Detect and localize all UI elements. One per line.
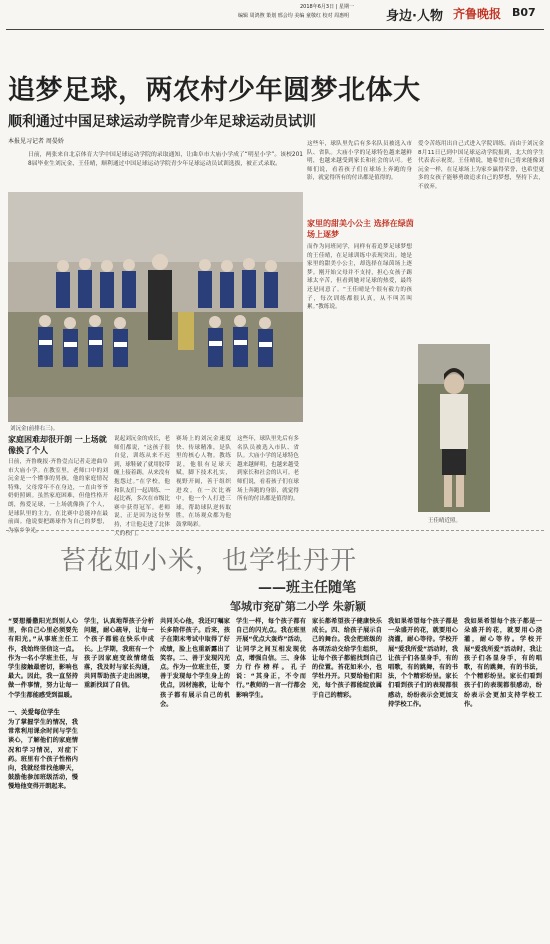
article2-col8: 我如果希望每个孩子都是一朵盛开的花，就要用心浇灌，耐心等待。学校开展“爱我所爱”活动时，我让孩子们各显身手，有的唱歌，有的跳舞，有的书法，个个精彩纷呈。家长们看到孩子们的表现都很感动，纷纷表示会更加支持学校工作。	[464, 618, 542, 708]
article2-col4: 共同关心他，我还叮嘱家长多陪伴孩子。后来，孩子在期末考试中取得了好成绩，脸上也重新露出了笑容。二、善于发现闪光点。作为一位班主任，要善于发现每个学生身上的优点，因材施教，让每个孩子都有展示自己的机会。	[160, 618, 230, 708]
article1-lede: 日前，两张来自北京体育大学中国足球运动学院的录取通知，让曲阜市大庙小学成了“明星小学”。该校2018届毕业生刘沅金、王佳晴，顺利通过中国足球运动学院青少年足球运动员试训选拔，被正式录取。	[28, 152, 303, 167]
byline: 本报见习记者 周晏娇	[8, 138, 64, 145]
section-title: 身边·人物	[386, 9, 443, 24]
article2-author: 邹城市兖矿第二小学 朱新颖	[230, 600, 366, 613]
article2-col3: 学生，认真地帮孩子分析问题，耐心疏导，让每一个孩子都能在快乐中成长。上学期，我班有一个孩子因家庭变故情绪低落，我及时与家长沟通，共同帮助孩子走出困境，重新找回了自信。	[84, 618, 154, 690]
issue-date: 2018年6月3日 | 星期一	[300, 4, 354, 10]
article1-col1: 日前，齐鲁晚报·齐鲁壹点记者走进曲阜市大庙小学。在教室里，老师口中的刘沅金是一个懂事的男孩，他的家庭情况特殊，父母常年不在身边，一直由爷爷奶奶照顾。虽然家庭困难，但他性格开朗，热爱足球，一上场就像换了个人，是球队里的主力，在比赛中总能冲在最前面。他说要把踢球作为自己的梦想，为家乡争光。	[8, 459, 108, 534]
article1-col6: 爱令苦练用出自己式进入学院训练。而由于刘沅金8月11日已到中国足球运动学院报到，北大的学生代表表示祝贺。王佳晴说，她希望自己将来能像刘沅金一样，在足球场上为家乡赢得荣誉，也希望更多的女孩子能够勇敢追求自己的梦想，坚持下去，不放弃。	[418, 141, 544, 190]
article1-headline: 追梦足球，两农村少年圆梦北体大	[8, 75, 421, 106]
article1-col3: 赛场上的刘沅金速度快、传球精准，是队里的核心人物。教练说，他很有足球天赋，脚下技术扎实，视野开阔，善于组织进攻。在一次比赛中，他一个人打进三球，帮助球队逆转取胜，在场观众都为他鼓掌喝彩。	[176, 436, 231, 528]
subhead-family: 家庭困难却很开朗 一上场就像换了个人	[8, 435, 107, 455]
article2-headline: 苔花如小米，也学牡丹开	[60, 546, 358, 576]
newspaper-logo: 齐鲁晚报	[453, 7, 502, 21]
girl-photo-image	[418, 344, 490, 512]
article2-col2: 为了掌握学生的情况，我常常利用课余时间与学生谈心，了解他们的家庭情况和学习情况，对症下药。班里有个孩子性格内向，我就经常找他聊天，鼓励他参加班级活动，慢慢地他变得开朗起来。	[8, 719, 78, 791]
article2-col1: “要想播撒阳光到别人心里，你自己心里必须要先有阳光。”从事班主任工作，我始终坚信这一点。作为一名小学班主任，与学生接触最密切，影响也最大。因此，我一直坚持做一件事情，努力让每一个学生都能感受到温暖。	[8, 618, 78, 699]
article2-subtitle: ——班主任随笔	[258, 580, 356, 596]
article1-col4: 这些年，球队里先后有多名队员被选入市队、省队。大庙小学的足球特色越来越鲜明，也越来越受到家长和社会的认可。老师们说，看着孩子们在球场上奔跑的身影，就觉得所有的付出都是值得的。	[237, 436, 299, 503]
subhead-princess: 家里的甜美小公主 选择在绿茵场上逐梦	[307, 219, 414, 239]
article2-col5: 学生一样，每个孩子都有自己的闪光点。我在班里开展“优点大轰炸”活动，让同学之间互相发现优点，增强自信。三、身体力行作榜样。孔子说：“其身正，不令而行。”教师的一言一行都会影响学生。	[236, 618, 307, 699]
article2-col7: 我如果希望每个孩子都是一朵盛开的花，就要用心浇灌，耐心等待。学校开展“爱我所爱”活动时，我让孩子们各显身手，有的唱歌，有的跳舞，有的书法，个个精彩纷呈。家长们看到孩子们的表现都很感动，纷纷表示会更加支持学校工作。	[388, 618, 459, 708]
article2-col6: 家长都希望孩子健康快乐成长。四、给孩子展示自己的舞台。我会把班级的各项活动交给学生组织，让每个孩子都能找到自己的位置。苔花如米小，也学牡丹开。只要给他们阳光，每个孩子都能绽放属于自己的精彩。	[312, 618, 382, 699]
header-rule	[6, 29, 544, 30]
girl-photo-caption: 王佳晴近照。	[428, 518, 462, 524]
article2-subhead-a: 一、关爱每位学生	[8, 708, 60, 716]
team-photo	[8, 192, 303, 422]
team-photo-image	[8, 192, 303, 422]
page-number: B07	[512, 6, 536, 19]
article-separator	[6, 530, 544, 531]
article1-col5: 而作为同班同学，同样有着追梦足球梦想的王佳晴，在足球训练中表现突出。她是家里的甜美小公主，却选择在绿茵场上逐梦。刚开始父母并不支持，担心女孩子踢球太辛苦，但看到她对足球的热爱，最终还是同意了。“王佳晴是个很有毅力的孩子，每次训练都很认真，从不叫苦叫累。”教练说。	[307, 244, 412, 311]
editor-credits: 编辑 周鸿煦 策划 邢会均 美编 童敬红 校对 周惠明	[238, 13, 350, 19]
article1-subhead: 顺利通过中国足球运动学院青少年足球运动员试训	[8, 114, 316, 130]
article1-col-right-top: 这些年，球队里先后有多名队员被选入市队、省队。大庙小学的足球特色越来越鲜明，也越来越受到家长和社会的认可。老师们说，看着孩子们在球场上奔跑的身影，就觉得所有的付出都是值得的。	[307, 141, 412, 182]
girl-photo	[418, 344, 490, 512]
article1-col2: 说起刘沅金的成长，老师们都说，“这孩子很自觉，训练从来不迟到，球鞋破了就用胶带缠上接着踢，从来没有抱怨过。”在学校，他和队友们一起训练、一起比赛，多次在市级比赛中获得冠军。老师说，正是因为这份坚持，才让他走进了北体大的校门。	[114, 436, 170, 537]
team-photo-caption: 刘沅金(前排右三)。	[10, 426, 59, 432]
